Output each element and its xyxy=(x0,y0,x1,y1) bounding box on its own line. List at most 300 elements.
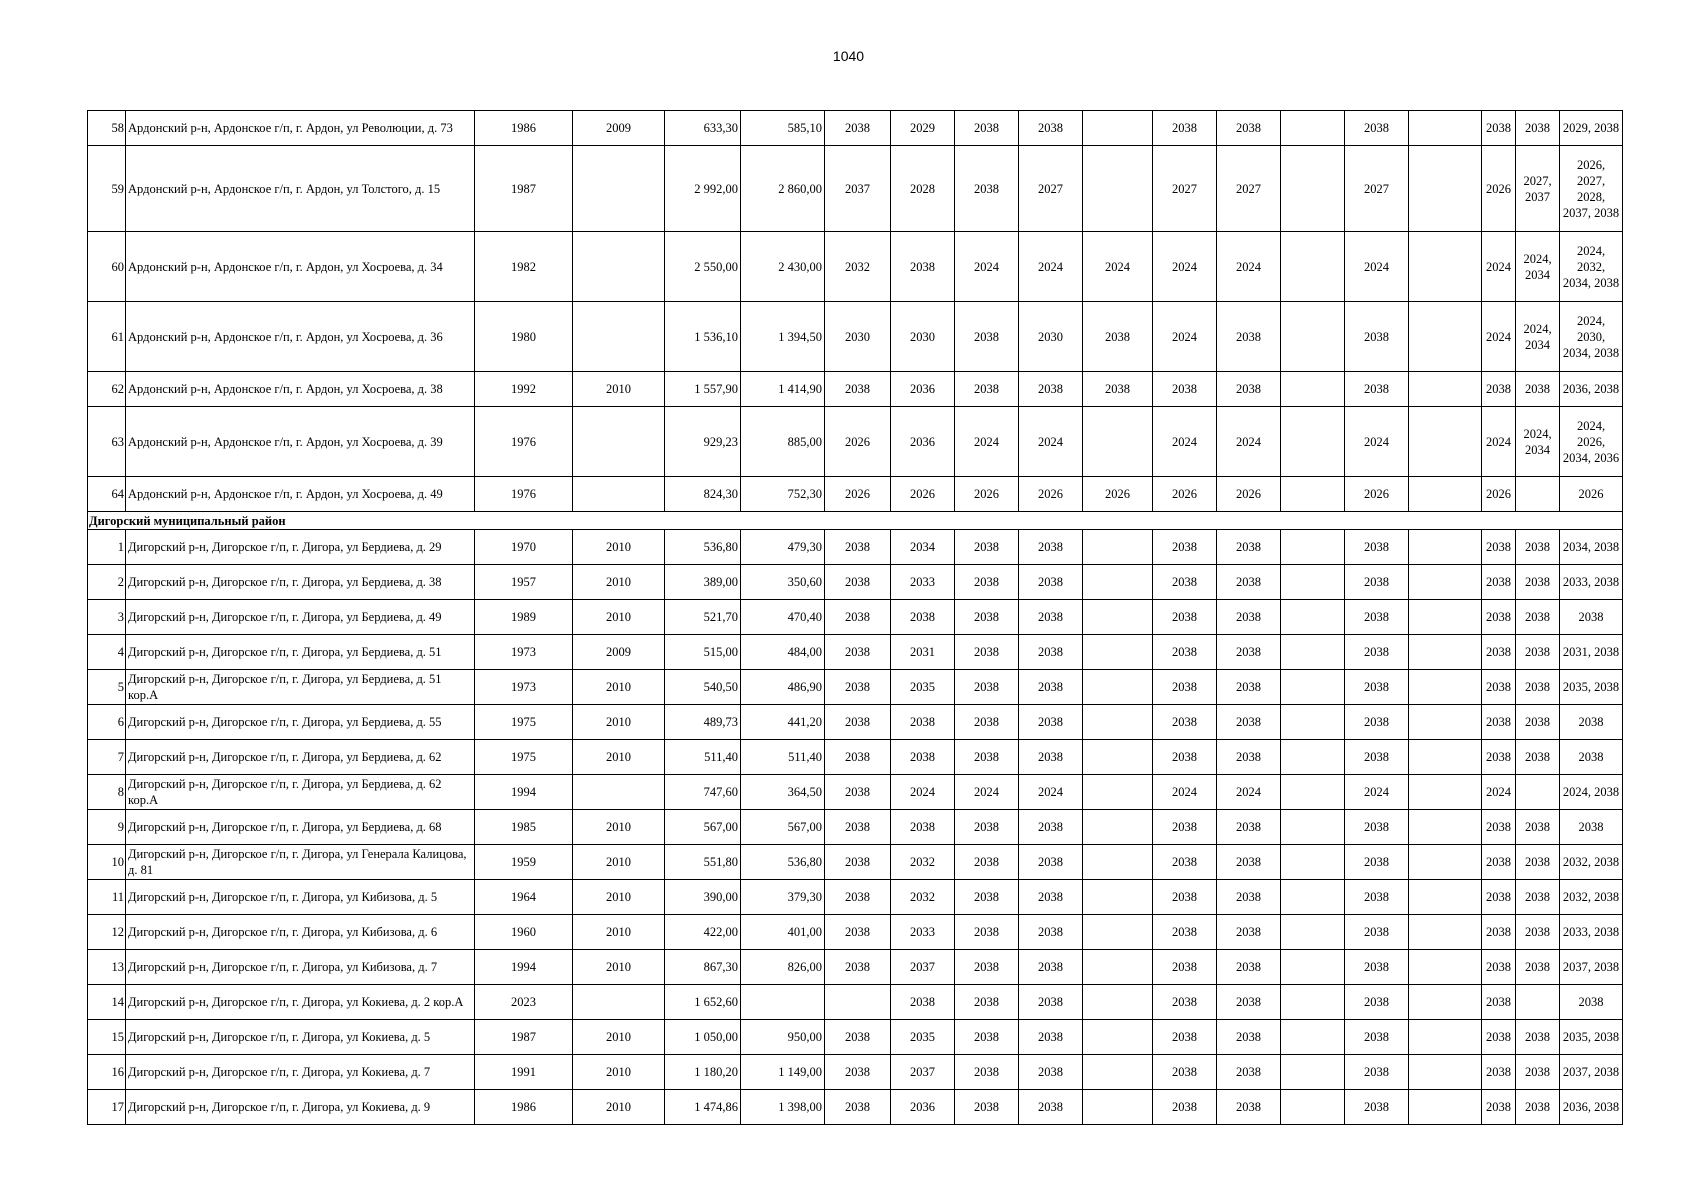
year-built: 1986 xyxy=(475,111,573,146)
year-col-12: 2038 xyxy=(1516,915,1560,950)
year-col-1: 2038 xyxy=(825,565,891,600)
year-col-2: 2028 xyxy=(891,146,955,232)
year-col-9: 2024 xyxy=(1345,775,1409,810)
year-col-9: 2038 xyxy=(1345,880,1409,915)
year-col-1 xyxy=(825,985,891,1020)
year-col-11: 2024 xyxy=(1482,407,1516,477)
year-col-3: 2038 xyxy=(955,1090,1019,1125)
year-col-2: 2038 xyxy=(891,740,955,775)
year-col-10 xyxy=(1409,670,1482,705)
year-col-12: 2038 xyxy=(1516,845,1560,880)
year-col-2: 2037 xyxy=(891,1055,955,1090)
year-col-6: 2038 xyxy=(1153,880,1217,915)
year-col-13: 2032, 2038 xyxy=(1560,845,1623,880)
year-col-1: 2038 xyxy=(825,880,891,915)
year-col-4: 2038 xyxy=(1019,845,1083,880)
address: Дигорский р-н, Дигорское г/п, г. Дигора, ул Кокиева, д. 2 кор.А xyxy=(126,985,475,1020)
year-col-4: 2024 xyxy=(1019,232,1083,302)
housing-register-table xyxy=(87,110,1623,1125)
address: Ардонский р-н, Ардонское г/п, г. Ардон, ул Хосроева, д. 34 xyxy=(126,232,475,302)
year-col-7: 2038 xyxy=(1217,1055,1281,1090)
year-col-13: 2033, 2038 xyxy=(1560,565,1623,600)
section-header-row xyxy=(88,512,1623,530)
area-living: 1 149,00 xyxy=(741,1055,825,1090)
year-col-3: 2038 xyxy=(955,845,1019,880)
row-number: 13 xyxy=(88,950,126,985)
year-col-11: 2038 xyxy=(1482,810,1516,845)
year-built: 1992 xyxy=(475,372,573,407)
area-total: 540,50 xyxy=(665,670,741,705)
row-number: 8 xyxy=(88,775,126,810)
area-living: 511,40 xyxy=(741,740,825,775)
year-col-6: 2038 xyxy=(1153,530,1217,565)
year-col-3: 2038 xyxy=(955,111,1019,146)
row-number: 7 xyxy=(88,740,126,775)
year-col-5: 2026 xyxy=(1083,477,1153,512)
row-number: 4 xyxy=(88,635,126,670)
year-col-13: 2036, 2038 xyxy=(1560,372,1623,407)
year-col-1: 2038 xyxy=(825,1055,891,1090)
address: Ардонский р-н, Ардонское г/п, г. Ардон, ул Революции, д. 73 xyxy=(126,111,475,146)
year-col-6: 2024 xyxy=(1153,232,1217,302)
year-col-13: 2031, 2038 xyxy=(1560,635,1623,670)
year-col-3: 2038 xyxy=(955,810,1019,845)
year-col-3: 2038 xyxy=(955,670,1019,705)
year-col-6: 2038 xyxy=(1153,670,1217,705)
year-col-11: 2038 xyxy=(1482,565,1516,600)
year-repair: 2010 xyxy=(573,530,665,565)
year-col-5 xyxy=(1083,705,1153,740)
address: Дигорский р-н, Дигорское г/п, г. Дигора, ул Бердиева, д. 62 кор.А xyxy=(126,775,475,810)
year-col-8 xyxy=(1281,775,1345,810)
year-col-5 xyxy=(1083,111,1153,146)
year-col-13: 2038 xyxy=(1560,740,1623,775)
year-col-12: 2038 xyxy=(1516,950,1560,985)
year-col-4: 2038 xyxy=(1019,705,1083,740)
year-col-9: 2038 xyxy=(1345,915,1409,950)
year-col-12: 2024, 2034 xyxy=(1516,232,1560,302)
year-col-10 xyxy=(1409,635,1482,670)
table-row xyxy=(88,1020,1623,1055)
year-col-12: 2038 xyxy=(1516,740,1560,775)
year-col-11: 2026 xyxy=(1482,477,1516,512)
year-repair: 2010 xyxy=(573,950,665,985)
year-col-10 xyxy=(1409,740,1482,775)
table-row xyxy=(88,810,1623,845)
year-col-2: 2032 xyxy=(891,880,955,915)
year-col-7: 2038 xyxy=(1217,372,1281,407)
year-repair: 2010 xyxy=(573,372,665,407)
year-col-2: 2035 xyxy=(891,670,955,705)
year-col-5 xyxy=(1083,915,1153,950)
year-col-9: 2024 xyxy=(1345,407,1409,477)
year-col-2: 2038 xyxy=(891,810,955,845)
year-col-11: 2038 xyxy=(1482,740,1516,775)
table-row xyxy=(88,477,1623,512)
area-living: 536,80 xyxy=(741,845,825,880)
year-built: 1986 xyxy=(475,1090,573,1125)
table-row xyxy=(88,915,1623,950)
year-col-1: 2037 xyxy=(825,146,891,232)
year-repair: 2010 xyxy=(573,880,665,915)
year-col-2: 2030 xyxy=(891,302,955,372)
year-col-13: 2026 xyxy=(1560,477,1623,512)
year-col-1: 2030 xyxy=(825,302,891,372)
year-col-4: 2038 xyxy=(1019,670,1083,705)
year-repair: 2010 xyxy=(573,740,665,775)
year-col-3: 2038 xyxy=(955,372,1019,407)
year-col-3: 2038 xyxy=(955,635,1019,670)
year-col-6: 2026 xyxy=(1153,477,1217,512)
year-col-3: 2038 xyxy=(955,1020,1019,1055)
table-row xyxy=(88,635,1623,670)
table-row xyxy=(88,372,1623,407)
year-col-5 xyxy=(1083,810,1153,845)
year-col-7: 2024 xyxy=(1217,407,1281,477)
year-built: 1960 xyxy=(475,915,573,950)
year-built: 1964 xyxy=(475,880,573,915)
year-col-9: 2038 xyxy=(1345,1055,1409,1090)
year-col-2: 2038 xyxy=(891,985,955,1020)
year-col-9: 2038 xyxy=(1345,1020,1409,1055)
year-col-2: 2037 xyxy=(891,950,955,985)
year-col-9: 2038 xyxy=(1345,950,1409,985)
page-number: 1040 xyxy=(832,48,865,64)
year-col-9: 2038 xyxy=(1345,810,1409,845)
year-col-5 xyxy=(1083,600,1153,635)
year-col-8 xyxy=(1281,477,1345,512)
year-col-4: 2038 xyxy=(1019,600,1083,635)
year-col-10 xyxy=(1409,111,1482,146)
row-number: 1 xyxy=(88,530,126,565)
year-col-6: 2038 xyxy=(1153,705,1217,740)
year-built: 1994 xyxy=(475,950,573,985)
year-col-13: 2036, 2038 xyxy=(1560,1090,1623,1125)
year-col-4: 2024 xyxy=(1019,407,1083,477)
table-row xyxy=(88,775,1623,810)
year-col-10 xyxy=(1409,302,1482,372)
year-col-12: 2038 xyxy=(1516,1020,1560,1055)
year-col-3: 2024 xyxy=(955,232,1019,302)
year-built: 1975 xyxy=(475,705,573,740)
year-repair: 2010 xyxy=(573,670,665,705)
year-col-9: 2038 xyxy=(1345,635,1409,670)
year-col-10 xyxy=(1409,372,1482,407)
year-repair: 2010 xyxy=(573,565,665,600)
year-col-1: 2038 xyxy=(825,810,891,845)
year-built: 1973 xyxy=(475,670,573,705)
row-number: 5 xyxy=(88,670,126,705)
year-col-12: 2038 xyxy=(1516,1090,1560,1125)
year-col-3: 2038 xyxy=(955,705,1019,740)
year-col-2: 2036 xyxy=(891,1090,955,1125)
address: Дигорский р-н, Дигорское г/п, г. Дигора, ул Бердиева, д. 38 xyxy=(126,565,475,600)
year-col-5 xyxy=(1083,407,1153,477)
area-total: 1 652,60 xyxy=(665,985,741,1020)
area-living: 1 398,00 xyxy=(741,1090,825,1125)
year-built: 1980 xyxy=(475,302,573,372)
year-col-1: 2026 xyxy=(825,407,891,477)
year-col-1: 2038 xyxy=(825,915,891,950)
area-total: 2 992,00 xyxy=(665,146,741,232)
year-col-13: 2037, 2038 xyxy=(1560,950,1623,985)
year-col-6: 2038 xyxy=(1153,950,1217,985)
area-total: 536,80 xyxy=(665,530,741,565)
area-total: 747,60 xyxy=(665,775,741,810)
year-col-7: 2038 xyxy=(1217,740,1281,775)
year-col-13: 2037, 2038 xyxy=(1560,1055,1623,1090)
year-col-6: 2038 xyxy=(1153,1090,1217,1125)
year-col-12: 2038 xyxy=(1516,1055,1560,1090)
year-col-2: 2032 xyxy=(891,845,955,880)
year-col-7: 2038 xyxy=(1217,810,1281,845)
year-col-2: 2033 xyxy=(891,915,955,950)
row-number: 60 xyxy=(88,232,126,302)
table-row xyxy=(88,111,1623,146)
year-col-12: 2038 xyxy=(1516,670,1560,705)
year-col-2: 2026 xyxy=(891,477,955,512)
year-repair: 2010 xyxy=(573,600,665,635)
table-row xyxy=(88,950,1623,985)
area-living: 401,00 xyxy=(741,915,825,950)
year-col-10 xyxy=(1409,407,1482,477)
year-col-2: 2031 xyxy=(891,635,955,670)
year-col-13: 2026, 2027, 2028, 2037, 2038 xyxy=(1560,146,1623,232)
area-living xyxy=(741,985,825,1020)
row-number: 14 xyxy=(88,985,126,1020)
year-col-11: 2024 xyxy=(1482,302,1516,372)
address: Дигорский р-н, Дигорское г/п, г. Дигора, ул Генерала Калицова, д. 81 xyxy=(126,845,475,880)
year-col-11: 2038 xyxy=(1482,530,1516,565)
year-col-5 xyxy=(1083,985,1153,1020)
year-col-11: 2038 xyxy=(1482,985,1516,1020)
year-repair: 2010 xyxy=(573,1090,665,1125)
year-col-3: 2038 xyxy=(955,600,1019,635)
year-col-4: 2038 xyxy=(1019,810,1083,845)
year-col-5 xyxy=(1083,880,1153,915)
year-col-8 xyxy=(1281,845,1345,880)
year-repair xyxy=(573,232,665,302)
year-col-3: 2024 xyxy=(955,407,1019,477)
year-col-7: 2024 xyxy=(1217,775,1281,810)
year-col-12: 2024, 2034 xyxy=(1516,302,1560,372)
year-col-3: 2038 xyxy=(955,950,1019,985)
year-built: 1991 xyxy=(475,1055,573,1090)
year-col-10 xyxy=(1409,232,1482,302)
table-row xyxy=(88,740,1623,775)
area-living: 364,50 xyxy=(741,775,825,810)
table-row xyxy=(88,1055,1623,1090)
year-col-1: 2038 xyxy=(825,530,891,565)
year-col-4: 2026 xyxy=(1019,477,1083,512)
year-col-10 xyxy=(1409,950,1482,985)
year-col-2: 2024 xyxy=(891,775,955,810)
year-col-8 xyxy=(1281,880,1345,915)
row-number: 16 xyxy=(88,1055,126,1090)
year-col-5 xyxy=(1083,670,1153,705)
year-built: 1957 xyxy=(475,565,573,600)
year-col-12: 2038 xyxy=(1516,600,1560,635)
year-col-2: 2034 xyxy=(891,530,955,565)
year-col-1: 2038 xyxy=(825,1090,891,1125)
year-col-1: 2038 xyxy=(825,950,891,985)
year-col-9: 2038 xyxy=(1345,530,1409,565)
year-col-6: 2038 xyxy=(1153,372,1217,407)
year-col-13: 2038 xyxy=(1560,985,1623,1020)
year-col-1: 2038 xyxy=(825,635,891,670)
year-col-6: 2038 xyxy=(1153,845,1217,880)
year-col-4: 2038 xyxy=(1019,1020,1083,1055)
year-built: 1994 xyxy=(475,775,573,810)
year-col-8 xyxy=(1281,1090,1345,1125)
year-col-6: 2038 xyxy=(1153,740,1217,775)
year-col-8 xyxy=(1281,111,1345,146)
row-number: 2 xyxy=(88,565,126,600)
row-number: 59 xyxy=(88,146,126,232)
year-col-8 xyxy=(1281,565,1345,600)
year-col-7: 2038 xyxy=(1217,845,1281,880)
year-col-2: 2035 xyxy=(891,1020,955,1055)
row-number: 15 xyxy=(88,1020,126,1055)
year-col-1: 2038 xyxy=(825,600,891,635)
year-col-5 xyxy=(1083,146,1153,232)
year-col-12 xyxy=(1516,775,1560,810)
year-col-3: 2038 xyxy=(955,302,1019,372)
year-built: 1987 xyxy=(475,146,573,232)
row-number: 9 xyxy=(88,810,126,845)
row-number: 11 xyxy=(88,880,126,915)
year-built: 1985 xyxy=(475,810,573,845)
year-col-12: 2038 xyxy=(1516,565,1560,600)
year-col-12 xyxy=(1516,477,1560,512)
address: Ардонский р-н, Ардонское г/п, г. Ардон, ул Толстого, д. 15 xyxy=(126,146,475,232)
address: Дигорский р-н, Дигорское г/п, г. Дигора, ул Кибизова, д. 6 xyxy=(126,915,475,950)
year-col-7: 2038 xyxy=(1217,111,1281,146)
year-repair: 2010 xyxy=(573,845,665,880)
year-col-9: 2038 xyxy=(1345,302,1409,372)
year-col-9: 2026 xyxy=(1345,477,1409,512)
row-number: 6 xyxy=(88,705,126,740)
year-col-3: 2038 xyxy=(955,530,1019,565)
year-col-7: 2038 xyxy=(1217,600,1281,635)
year-col-11: 2024 xyxy=(1482,775,1516,810)
year-col-5 xyxy=(1083,635,1153,670)
year-built: 1975 xyxy=(475,740,573,775)
table-row xyxy=(88,530,1623,565)
year-col-8 xyxy=(1281,146,1345,232)
address: Ардонский р-н, Ардонское г/п, г. Ардон, ул Хосроева, д. 39 xyxy=(126,407,475,477)
year-col-10 xyxy=(1409,565,1482,600)
year-col-4: 2038 xyxy=(1019,1090,1083,1125)
table-row xyxy=(88,302,1623,372)
year-col-11: 2038 xyxy=(1482,845,1516,880)
year-col-9: 2038 xyxy=(1345,565,1409,600)
year-col-8 xyxy=(1281,635,1345,670)
year-col-6: 2038 xyxy=(1153,810,1217,845)
year-col-8 xyxy=(1281,950,1345,985)
year-col-4: 2038 xyxy=(1019,530,1083,565)
area-living: 1 394,50 xyxy=(741,302,825,372)
year-col-9: 2038 xyxy=(1345,372,1409,407)
address: Дигорский р-н, Дигорское г/п, г. Дигора, ул Бердиева, д. 51 кор.А xyxy=(126,670,475,705)
area-living: 885,00 xyxy=(741,407,825,477)
area-living: 479,30 xyxy=(741,530,825,565)
year-col-13: 2038 xyxy=(1560,600,1623,635)
year-col-9: 2038 xyxy=(1345,845,1409,880)
year-col-10 xyxy=(1409,1055,1482,1090)
address: Дигорский р-н, Дигорское г/п, г. Дигора, ул Кокиева, д. 7 xyxy=(126,1055,475,1090)
year-col-1: 2038 xyxy=(825,372,891,407)
year-col-8 xyxy=(1281,1055,1345,1090)
row-number: 17 xyxy=(88,1090,126,1125)
area-living: 950,00 xyxy=(741,1020,825,1055)
year-col-11: 2038 xyxy=(1482,372,1516,407)
year-col-8 xyxy=(1281,407,1345,477)
year-col-11: 2038 xyxy=(1482,1020,1516,1055)
year-col-8 xyxy=(1281,915,1345,950)
year-col-6: 2038 xyxy=(1153,635,1217,670)
year-col-10 xyxy=(1409,600,1482,635)
year-col-10 xyxy=(1409,775,1482,810)
year-col-13: 2024, 2032, 2034, 2038 xyxy=(1560,232,1623,302)
year-col-13: 2038 xyxy=(1560,810,1623,845)
year-col-1: 2026 xyxy=(825,477,891,512)
area-living: 2 860,00 xyxy=(741,146,825,232)
year-col-8 xyxy=(1281,232,1345,302)
area-total: 1 536,10 xyxy=(665,302,741,372)
year-col-5 xyxy=(1083,1020,1153,1055)
year-col-6: 2038 xyxy=(1153,565,1217,600)
year-col-8 xyxy=(1281,810,1345,845)
year-built: 1989 xyxy=(475,600,573,635)
year-col-7: 2027 xyxy=(1217,146,1281,232)
year-col-3: 2038 xyxy=(955,985,1019,1020)
year-col-4: 2030 xyxy=(1019,302,1083,372)
year-built: 1973 xyxy=(475,635,573,670)
year-col-5 xyxy=(1083,530,1153,565)
address: Дигорский р-н, Дигорское г/п, г. Дигора, ул Бердиева, д. 29 xyxy=(126,530,475,565)
table-body xyxy=(88,111,1623,1125)
year-col-3: 2038 xyxy=(955,880,1019,915)
address: Дигорский р-н, Дигорское г/п, г. Дигора, ул Кокиева, д. 9 xyxy=(126,1090,475,1125)
year-col-11: 2038 xyxy=(1482,880,1516,915)
year-repair: 2010 xyxy=(573,810,665,845)
year-col-4: 2038 xyxy=(1019,1055,1083,1090)
year-repair xyxy=(573,302,665,372)
year-col-2: 2038 xyxy=(891,705,955,740)
year-col-5: 2038 xyxy=(1083,302,1153,372)
year-col-5 xyxy=(1083,565,1153,600)
year-col-7: 2038 xyxy=(1217,530,1281,565)
area-total: 551,80 xyxy=(665,845,741,880)
year-col-4: 2038 xyxy=(1019,950,1083,985)
year-col-10 xyxy=(1409,1020,1482,1055)
year-col-1: 2038 xyxy=(825,845,891,880)
year-col-4: 2038 xyxy=(1019,915,1083,950)
year-repair: 2010 xyxy=(573,1055,665,1090)
year-col-8 xyxy=(1281,705,1345,740)
year-col-6: 2038 xyxy=(1153,1020,1217,1055)
year-built: 2023 xyxy=(475,985,573,1020)
table-row xyxy=(88,670,1623,705)
area-total: 511,40 xyxy=(665,740,741,775)
year-col-6: 2024 xyxy=(1153,775,1217,810)
address: Дигорский р-н, Дигорское г/п, г. Дигора, ул Бердиева, д. 62 xyxy=(126,740,475,775)
year-built: 1982 xyxy=(475,232,573,302)
area-total: 489,73 xyxy=(665,705,741,740)
year-col-13: 2033, 2038 xyxy=(1560,915,1623,950)
year-col-8 xyxy=(1281,600,1345,635)
